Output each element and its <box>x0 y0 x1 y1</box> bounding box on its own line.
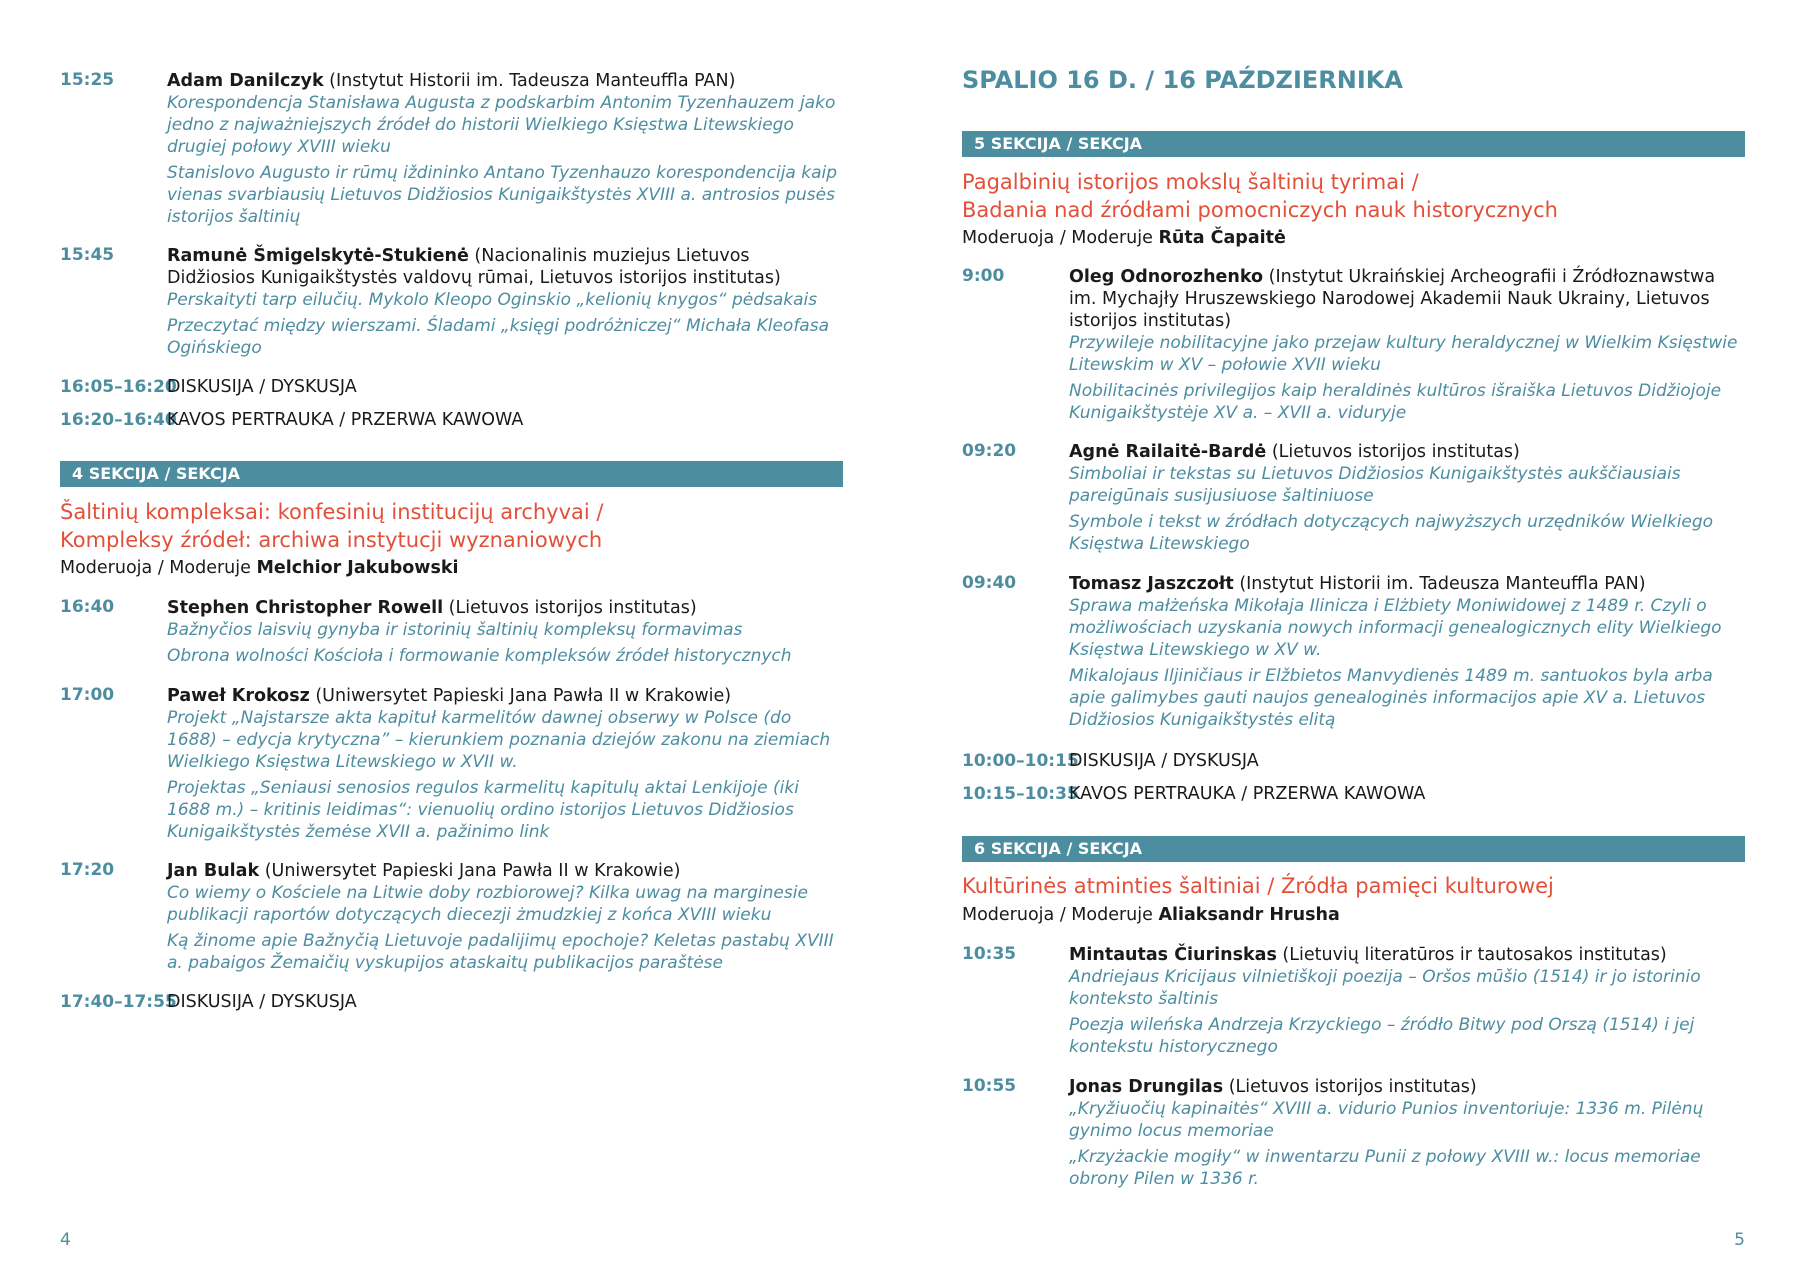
entry-time: 9:00 <box>962 266 1005 286</box>
talk-title-lt: „Kryžiuočių kapinaitės“ XVIII a. vidurio Punios inventoriuje: 1336 m. Pilėnų gynimo locus memoriae <box>1069 1099 1704 1141</box>
moderator-prefix: Moderuoja / Moderuje <box>962 228 1159 248</box>
moderator-prefix: Moderuoja / Moderuje <box>962 905 1159 925</box>
page-number: 4 <box>60 1230 71 1250</box>
speaker-affiliation: (Instytut Historii im. Tadeusza Manteuffla PAN) <box>1233 574 1646 594</box>
entry-time: 17:00 <box>60 685 115 705</box>
speaker <box>167 70 843 92</box>
slot-time: 10:15–10:35 <box>962 784 1079 804</box>
entry-time: 09:40 <box>962 573 1017 593</box>
slot-label: DISKUSIJA / DYSKUSJA <box>1069 751 1259 771</box>
speaker-name: Oleg Odnorozhenko <box>1069 267 1264 287</box>
speaker-affiliation: (Instytut Ukraińskiej Archeografii i Źródłoznawstwa im. Mychajły Hruszewskiego Narodowej Akademii Nauk Ukrainy, Lietuvos istorijos institutas) <box>1069 267 1716 331</box>
speaker-affiliation: (Lietuvos istorijos institutas) <box>1223 1077 1477 1097</box>
talk-title-lt: Nobilitacinės privilegijos kaip heraldinės kultūros išraiška Lietuvos Didžiojoje Kunigaikštystėje XV a. – XVII a. viduryje <box>1069 381 1722 423</box>
speaker-affiliation: (Nacionalinis muziejus Lietuvos Didžiosios Kunigaikštystės valdovų rūmai, Lietuvos istorijos institutas) <box>167 246 781 288</box>
talk-title-pl: Symbole i tekst w źródłach dotyczących najwyższych urzędników Wielkiego Księstwa Litewskiego <box>1069 512 1714 554</box>
slot-time: 10:00–10:15 <box>962 751 1079 771</box>
speaker-affiliation: (Uniwersytet Papieski Jana Pawła II w Krakowie) <box>259 861 681 881</box>
talk-title-pl: Korespondencja Stanisława Augusta z podskarbim Antonim Tyzenhauzem jako jedno z najważniejszych źródeł do historii Wielkiego Księstwa Litewskiego drugiej połowy XVIII wieku <box>167 93 836 157</box>
speaker-name: Mintautas Čiurinskas <box>1069 945 1277 965</box>
talk-title-lt: Andriejaus Kricijaus vilnietiškoji poezija – Oršos mūšio (1514) ir jo istorinio konteksto šaltinis <box>1069 967 1701 1009</box>
section-title-line: Kompleksy źródeł: archiwa instytucji wyznaniowych <box>60 528 603 552</box>
entry-time: 10:55 <box>962 1076 1017 1096</box>
speaker-name: Stephen Christopher Rowell <box>167 598 444 618</box>
section-title-line: Pagalbinių istorijos mokslų šaltinių tyrimai / <box>962 170 1419 194</box>
moderator-line <box>60 558 459 578</box>
speaker <box>167 597 843 619</box>
entry-time: 15:25 <box>60 70 115 90</box>
speaker <box>1069 944 1745 966</box>
section-title <box>962 168 1745 224</box>
slot-label: DISKUSIJA / DYSKUSJA <box>167 377 357 397</box>
talk-title-lt: Mikalojaus Iljiničiaus ir Elžbietos Manvydienės 1489 m. santuokos byla arba apie galimybes gauti naujos genealoginės informacijos apie XV a. Lietuvos Didžiosios Kunigaikštystės elitą <box>1069 666 1713 730</box>
speaker <box>1069 441 1745 463</box>
section-title <box>60 498 843 554</box>
speaker-name: Ramunė Šmigelskytė-Stukienė <box>167 246 469 266</box>
talk-title-lt: Stanislovo Augusto ir rūmų iždininko Antano Tyzenhauzo korespondencija kaip vienas svarbiausių Lietuvos Didžiosios Kunigaikštystės XVIII a. antrosios pusės istorijos šaltinių <box>167 163 838 227</box>
speaker-name: Tomasz Jaszczołt <box>1069 574 1234 594</box>
speaker <box>167 685 843 707</box>
entry-time: 09:20 <box>962 441 1017 461</box>
entry-time: 16:40 <box>60 597 115 617</box>
section-title-line: Kultūrinės atminties šaltiniai / Źródła pamięci kulturowej <box>962 874 1554 898</box>
speaker <box>1069 573 1745 595</box>
speaker-affiliation: (Uniwersytet Papieski Jana Pawła II w Krakowie) <box>309 686 732 706</box>
moderator-name: Aliaksandr Hrusha <box>1158 905 1340 925</box>
speaker-affiliation: (Instytut Historii im. Tadeusza Manteuffla PAN) <box>323 71 736 91</box>
speaker-name: Paweł Krokosz <box>167 686 310 706</box>
moderator-name: Rūta Čapaitė <box>1158 228 1286 248</box>
section-title-line: Badania nad źródłami pomocniczych nauk historycznych <box>962 198 1558 222</box>
talk-title-pl: Przywileje nobilitacyjne jako przejaw kultury heraldycznej w Wielkim Księstwie Litewskim w XV – połowie XVII wieku <box>1069 333 1738 375</box>
day-heading: SPALIO 16 D. / 16 PAŹDZIERNIKA <box>962 66 1403 94</box>
moderator-prefix: Moderuoja / Moderuje <box>60 558 257 578</box>
section-bar: 4 SEKCIJA / SEKCJA <box>60 461 843 487</box>
speaker-affiliation: (Lietuvos istorijos institutas) <box>1266 442 1520 462</box>
talk-title-pl: Przeczytać między wierszami. Śladami „księgi podróżniczej“ Michała Kleofasa Ogińskiego <box>167 316 830 358</box>
section-title-line: Šaltinių kompleksai: konfesinių institucijų archyvai / <box>60 500 604 524</box>
talk-title-pl: „Krzyżackie mogiły“ w inwentarzu Punii z połowy XVIII w.: locus memoriae obrony Pilen w 1336 r. <box>1069 1147 1701 1189</box>
talk-title-lt: Projektas „Seniausi senosios regulos karmelitų kapitulų aktai Lenkijoje (iki 1688 m.) – kritinis leidimas“: vienuolių ordino istorijos Lietuvos Didžiosios Kunigaikštystės žemėse XVII a. pažinimo link <box>167 778 799 842</box>
speaker-name: Jan Bulak <box>167 861 260 881</box>
page-number: 5 <box>1734 1230 1745 1250</box>
slot-label: KAVOS PERTRAUKA / PRZERWA KAWOWA <box>1069 784 1426 804</box>
talk-title-pl: Projekt „Najstarsze akta kapituł karmelitów dawnej obserwy w Polsce (do 1688) – edycja krytyczna” – kierunkiem poznania dziejów zakonu na ziemiach Wielkiego Księstwa Litewskiego w XVII w. <box>167 708 831 772</box>
speaker <box>1069 266 1745 332</box>
slot-time: 17:40–17:55 <box>60 992 177 1012</box>
slot-time: 16:20–16:40 <box>60 410 177 430</box>
speaker <box>167 860 843 882</box>
speaker <box>167 245 843 289</box>
speaker-affiliation: (Lietuvos istorijos institutas) <box>443 598 697 618</box>
talk-title-lt: Bažnyčios laisvių gynyba ir istorinių šaltinių kompleksų formavimas <box>167 620 743 640</box>
speaker-name: Adam Danilczyk <box>167 71 324 91</box>
moderator-line <box>962 228 1286 248</box>
talk-title-lt: Perskaityti tarp eilučių. Mykolo Kleopo Oginskio „kelionių knygos“ pėdsakais <box>167 290 818 310</box>
entry-time: 10:35 <box>962 944 1017 964</box>
entry-time: 15:45 <box>60 245 115 265</box>
talk-title-pl: Obrona wolności Kościoła i formowanie kompleksów źródeł historycznych <box>167 646 792 666</box>
talk-title-pl: Poezja wileńska Andrzeja Krzyckiego – źródło Bitwy pod Orszą (1514) i jej kontekstu historycznego <box>1069 1015 1695 1057</box>
talk-title-pl: Sprawa małżeńska Mikołaja Ilinicza i Elżbiety Moniwidowej z 1489 r. Czyli o możliwościach uzyskania nowych informacji genealogicznych elity Wielkiego Księstwa Litewskiego w XV w. <box>1069 596 1722 660</box>
speaker <box>1069 1076 1745 1098</box>
speaker-name: Jonas Drungilas <box>1069 1077 1224 1097</box>
slot-label: DISKUSIJA / DYSKUSJA <box>167 992 357 1012</box>
section-bar: 5 SEKCIJA / SEKCJA <box>962 131 1745 157</box>
moderator-line <box>962 905 1340 925</box>
section-bar: 6 SEKCIJA / SEKCJA <box>962 836 1745 862</box>
talk-title-pl: Co wiemy o Kościele na Litwie doby rozbiorowej? Kilka uwag na marginesie publikacji raportów dotyczących diecezji żmudzkiej z końca XVIII wieku <box>167 883 808 925</box>
speaker-affiliation: (Lietuvių literatūros ir tautosakos institutas) <box>1276 945 1667 965</box>
slot-label: KAVOS PERTRAUKA / PRZERWA KAWOWA <box>167 410 524 430</box>
talk-title-lt: Simboliai ir tekstas su Lietuvos Didžiosios Kunigaikštystės aukščiausiais pareigūnais susijusiuose šaltiniuose <box>1069 464 1681 506</box>
slot-time: 16:05–16:20 <box>60 377 177 397</box>
section-title <box>962 872 1745 900</box>
talk-title-lt: Ką žinome apie Bažnyčią Lietuvoje padalijimų epochoje? Keletas pastabų XVIII a. pabaigos Žemaičių vyskupijos ataskaitų publikacijos paraštėse <box>167 931 834 973</box>
moderator-name: Melchior Jakubowski <box>256 558 459 578</box>
entry-time: 17:20 <box>60 860 115 880</box>
speaker-name: Agnė Railaitė-Bardė <box>1069 442 1267 462</box>
